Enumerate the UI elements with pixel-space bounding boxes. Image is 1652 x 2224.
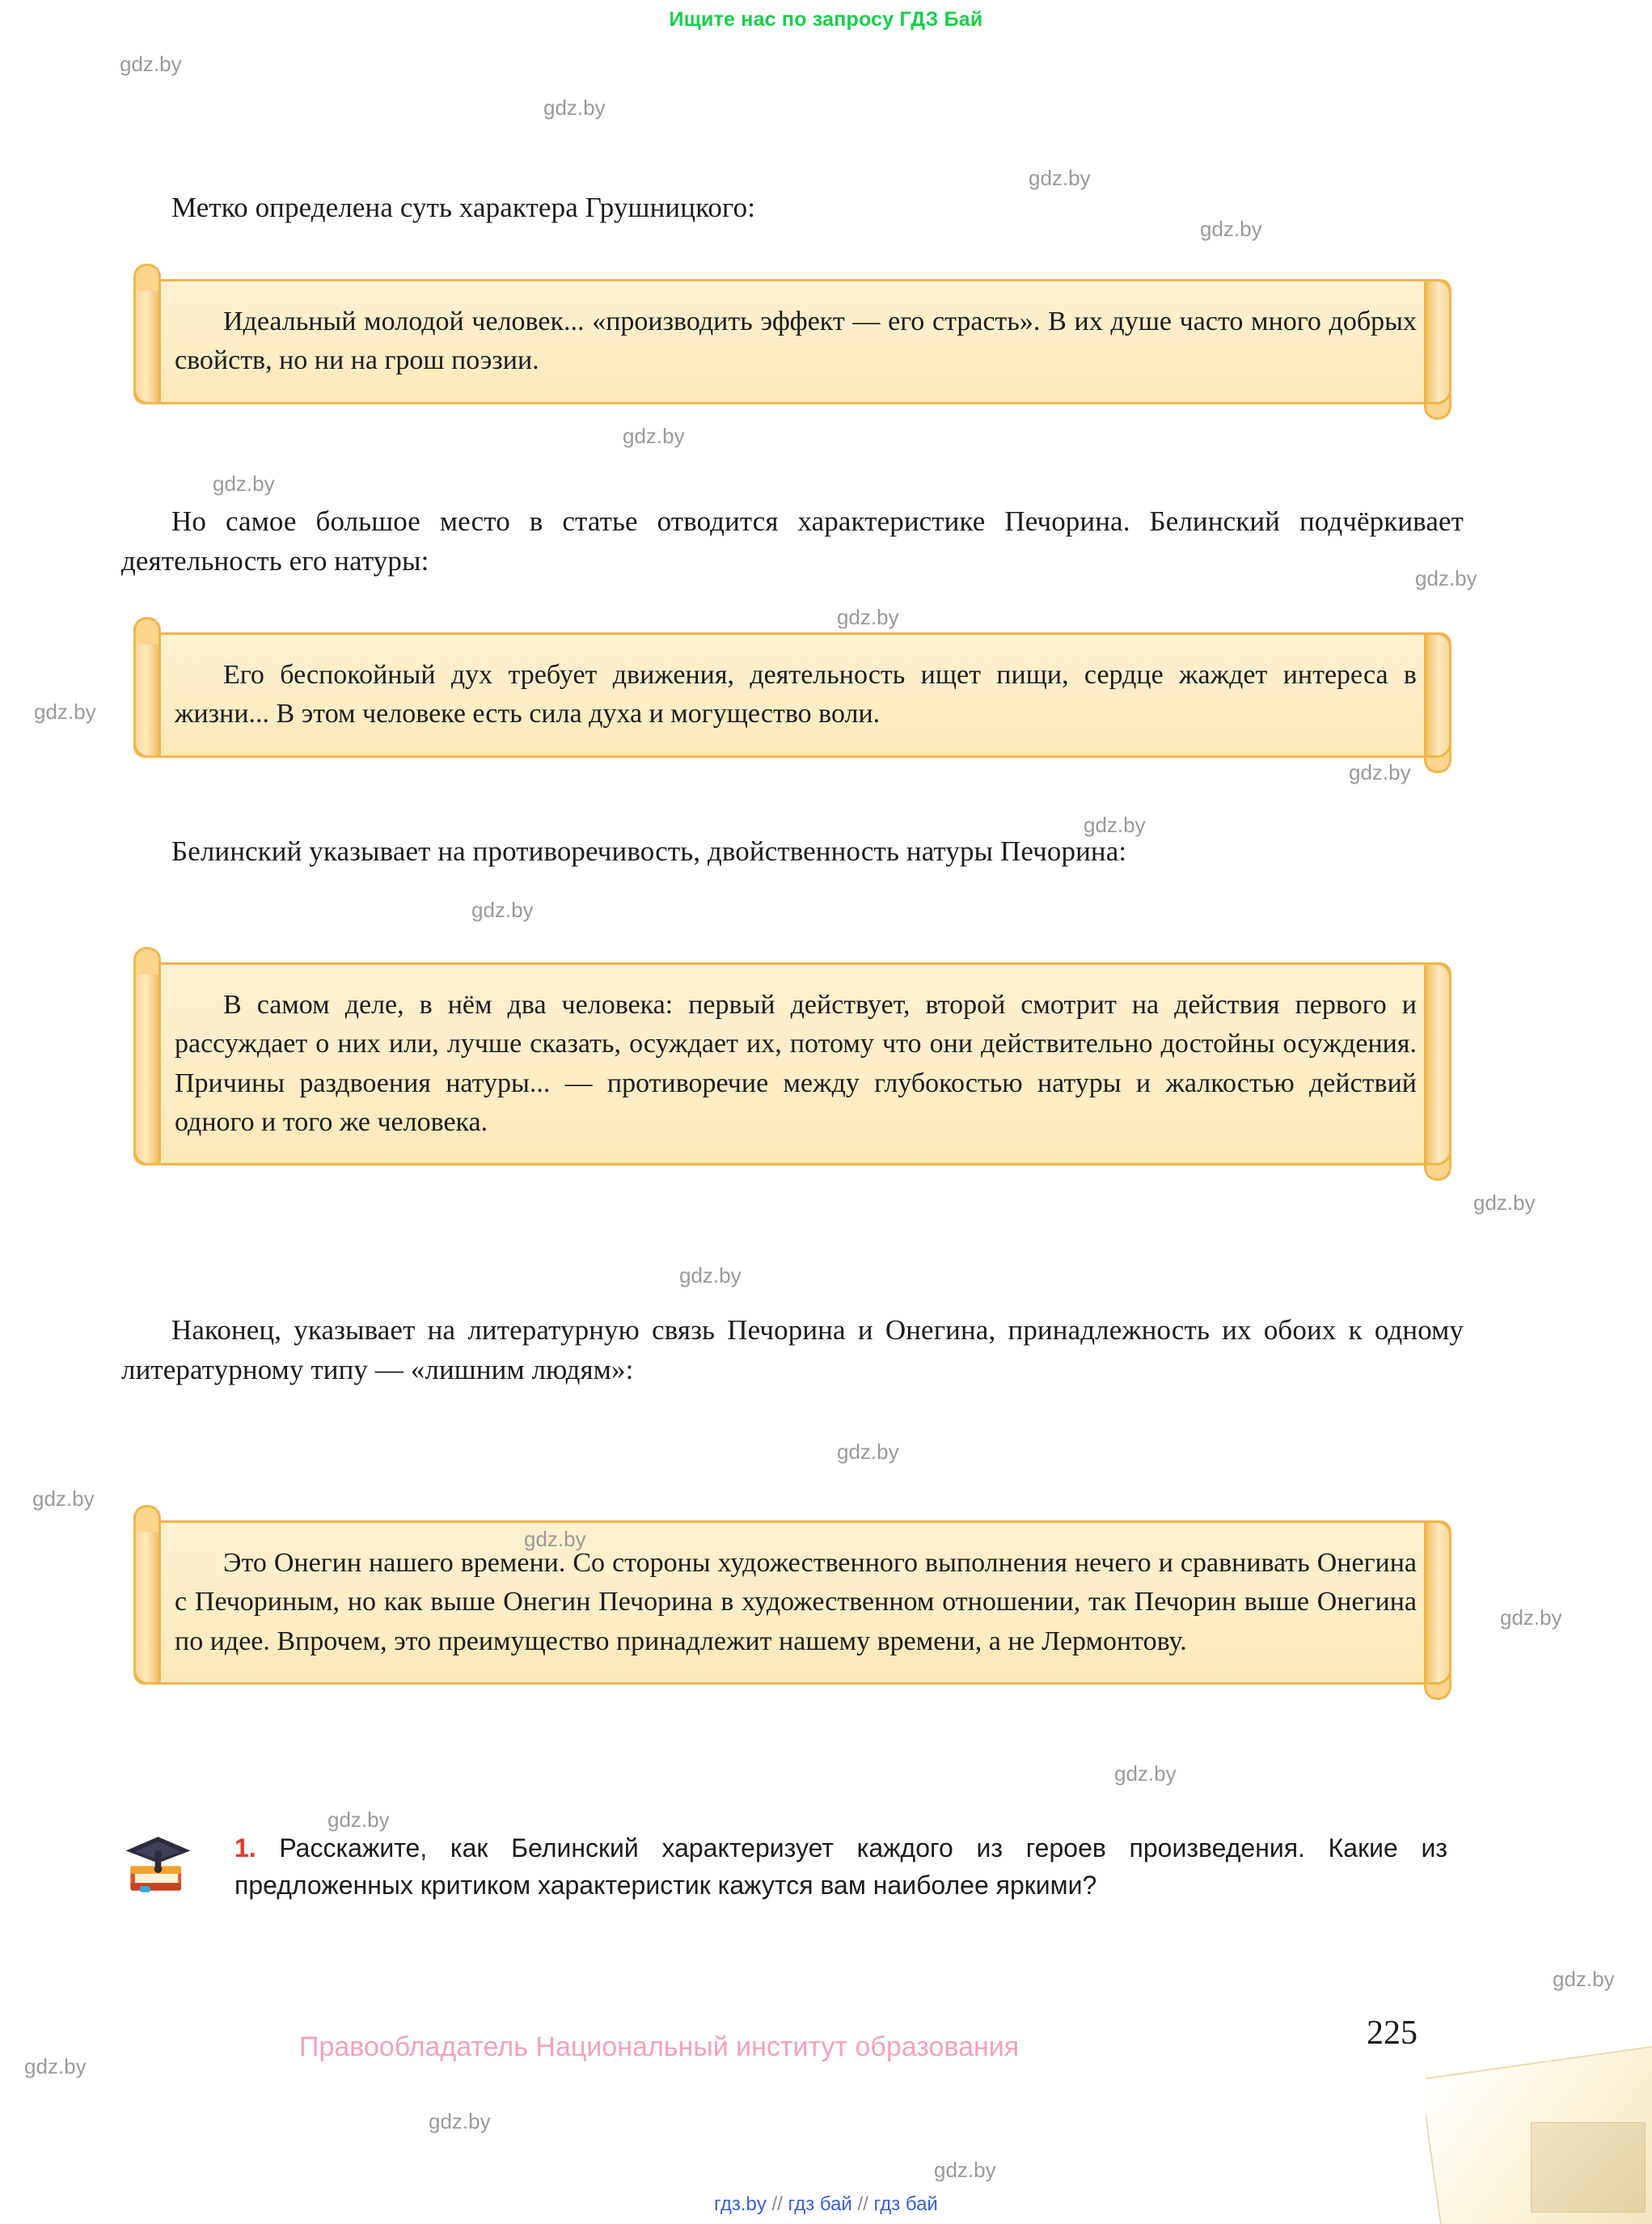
watermark: gdz.by [1349,760,1411,784]
scroll-corner-bottom-right [1424,1153,1451,1181]
copyright-notice: Правообладатель Национальный институт образования [299,2032,1020,2062]
watermark: gdz.by [1029,166,1091,190]
watermark: gdz.by [1415,566,1477,590]
scroll-corner-top-left [133,617,161,645]
watermark: gdz.by [24,2054,87,2078]
footer-left: гдз.by [714,2193,767,2215]
watermark: gdz.by [327,1808,390,1832]
quote-box-4: Это Онегин нашего времени. Со стороны художественного выполнения нечего и сравнивать Онегина с Печориным, но как выше Онегин Печорина в художественном отношении, так Печорин выше Онегина по идее. Впрочем, это преимущество принадлежит нашему времени, а не Лермонтову. [133,1520,1451,1685]
quote-box-3: В самом деле, в нём два человека: первый действует, второй смотрит на действия первого и рассуждает о них или, лучше сказать, осуждает их, потому что они действительно достойны осуждения. Причины раздвоения натуры... — противоречие между глубокостью натуры и жалкостью действий одного и того же человека. [133,962,1451,1165]
footer-sep-1: // [771,2193,783,2215]
footer-links [0,2193,1652,2216]
scroll-corner-bottom-right [1424,392,1451,420]
footer-sep-2: // [857,2193,868,2215]
watermark: gdz.by [1500,1605,1562,1630]
watermark: gdz.by [32,1486,95,1511]
watermark: gdz.by [1553,1967,1615,1991]
watermark: gdz.by [837,1440,899,1464]
quote-box-1: Идеальный молодой человек... «производить эффект — его страсть». В их душе часто много добрых свойств, но ни на грош поэзии. [133,279,1451,404]
watermark: gdz.by [543,95,606,120]
watermark: gdz.by [524,1527,586,1551]
watermark: gdz.by [837,605,899,629]
scroll-corner-bottom-right [1424,1672,1451,1700]
book-cap-icon [120,1826,196,1903]
watermark: gdz.by [213,471,275,496]
task-item-1 [234,1829,1447,1904]
quote-box-2: Его беспокойный дух требует движения, деятельность ищет пищи, сердце жаждет интереса в жизни... В этом человеке есть сила духа и могущество воли. [133,632,1451,758]
footer-mid: гдз бай [788,2193,852,2215]
scroll-corner-top-left [133,947,161,975]
scroll-corner-bottom-right [1424,746,1451,773]
paragraph-2: Но самое большое место в статье отводится характеристике Печорина. Белинский подчёркивает деятельность его натуры: [121,505,1464,577]
task-number: 1. [234,1833,256,1862]
scroll-corner-top-left [133,1505,161,1533]
watermark: gdz.by [471,898,534,922]
footer-right: гдз бай [873,2193,938,2215]
site-banner: Ищите нас по запросу ГДЗ Бай [669,8,983,31]
page-number: 225 [1367,2015,1418,2052]
paragraph-3: Белинский указывает на противоречивость, двойственность натуры Печорина: [171,835,1127,867]
watermark: gdz.by [1084,813,1146,837]
watermark: gdz.by [934,2158,996,2182]
scroll-corner-top-left [133,264,161,291]
watermark: gdz.by [120,52,182,76]
task-text: Расскажите, как Белинский характеризует каждого из героев произведения. Какие из предложенных критиком характеристик кажутся вам наиболее яркими? [234,1833,1448,1901]
watermark: gdz.by [34,700,96,724]
watermark: gdz.by [679,1263,741,1287]
watermark: gdz.by [623,424,685,448]
paragraph-4: Наконец, указывает на литературную связь Печорина и Онегина, принадлежность их обоих к одному литературному типу — «лишним людям»: [121,1314,1464,1385]
watermark: gdz.by [1114,1761,1177,1786]
watermark: gdz.by [1200,217,1262,241]
paragraph-intro: Метко определена суть характера Грушницкого: [171,192,756,223]
watermark: gdz.by [1473,1190,1536,1215]
watermark: gdz.by [429,2109,491,2133]
